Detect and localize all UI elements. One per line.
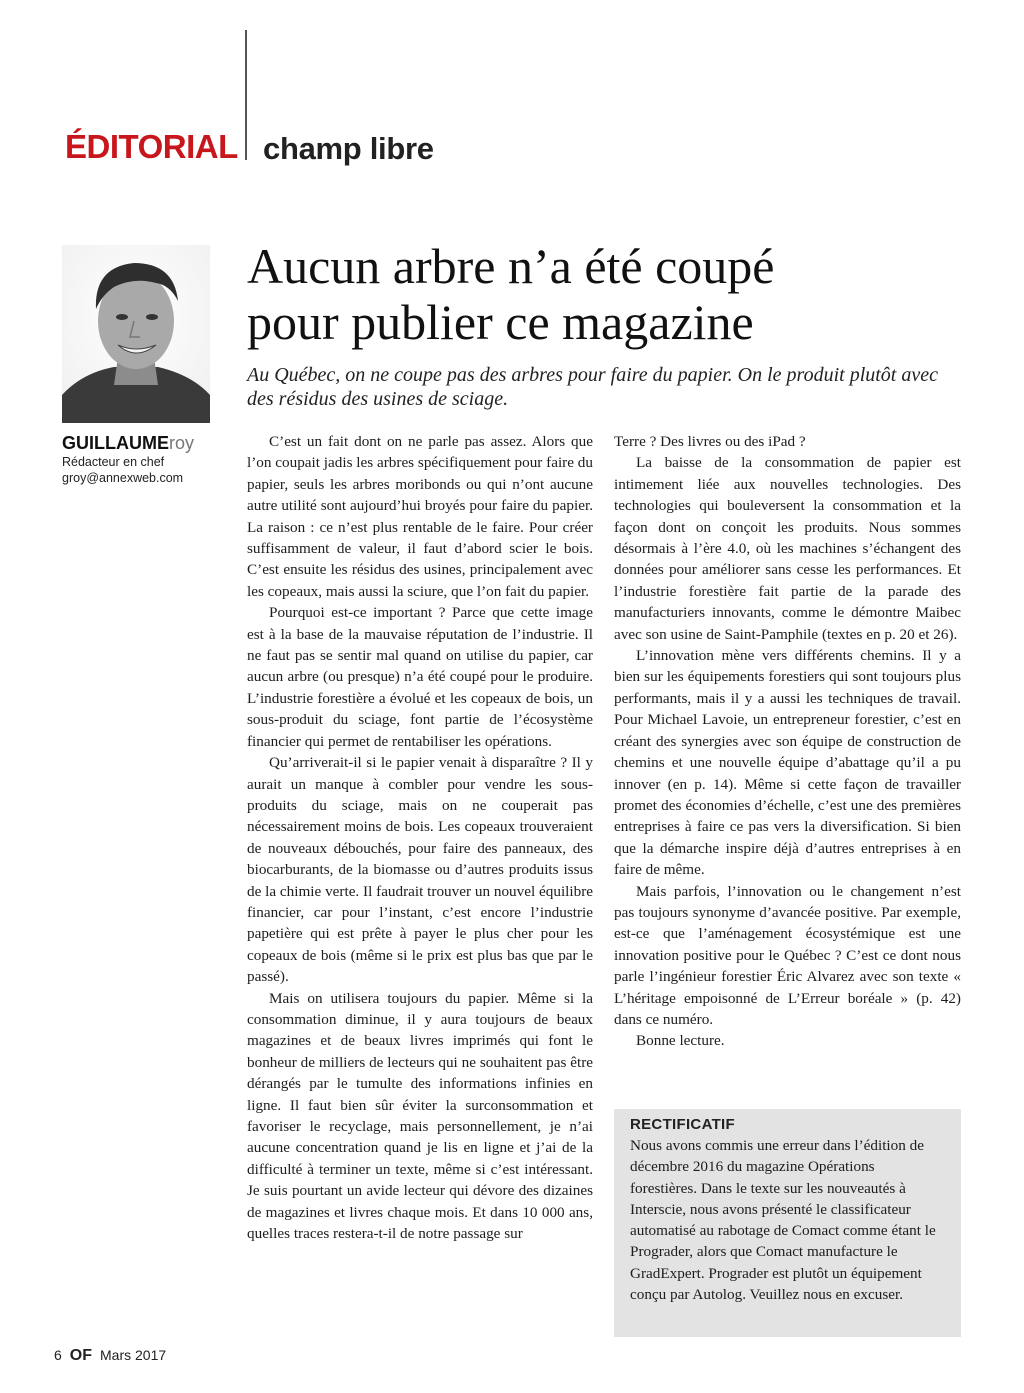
article-title: Aucun arbre n’a été coupé pour publier ce magazine: [247, 238, 775, 350]
author-role: Rédacteur en chef: [62, 455, 165, 469]
paragraph: C’est un fait dont on ne parle pas assez. Alors que l’on coupait jadis les arbres spécifiquement pour faire du papier, seuls les arbres moribonds ou qui n’ont aucune autre utilité sont aujourd’hui broyés pour faire du papier. La raison : ce n’est plus rentable de le faire. Pour créer suffisamment de valeur, il faut d’abord scier le bois. C’est ensuite les résidus des usines, principalement avec les copeaux, mais aussi la sciure, que l’on fait du papier.: [247, 433, 593, 600]
paragraph: Pourquoi est-ce important ? Parce que cette image est à la base de la mauvaise réputation de l’industrie. Il ne faut pas se sentir mal quand on utilise du papier, car aucun arbre (ou presque) n’a été coupé pour le produire. L’industrie forestière a évolué et les copeaux de bois, un sous-produit du sciage, font partie de l’écosystème financier qui permet de rentabiliser les opérations.: [247, 604, 593, 750]
section-subtitle: champ libre: [263, 131, 434, 166]
article-column-1: [247, 431, 593, 1244]
issue-date: Mars 2017: [100, 1347, 167, 1363]
author-photo: [62, 245, 210, 423]
paragraph: Mais parfois, l’innovation ou le changement n’est pas toujours synonyme d’avancée positive. Par exemple, est-ce que l’aménagement écosystémique est une innovation positive pour le Québec ? C’est ce dont nous parle l’ingénieur forestier Éric Alvarez avec son texte « L’héritage empoisonné de L’Erreur boréale » (p. 42) dans ce numéro.: [614, 882, 961, 1028]
author-last-name: roy: [169, 433, 195, 453]
author-byline: [62, 432, 232, 486]
author-name: [62, 432, 232, 454]
rectificatif-title: RECTIFICATIF: [630, 1116, 735, 1133]
section-header: [65, 128, 238, 168]
article-column-2: [614, 431, 961, 1052]
section-name: ÉDITORIAL: [65, 128, 238, 165]
paragraph-continued: Terre ? Des livres ou des iPad ?: [614, 433, 806, 450]
paragraph: L’innovation mène vers différents chemins. Il y a bien sur les équipements forestiers qui sont toujours plus performants, mais il y a aussi les techniques de travail. Pour Michael Lavoie, un entrepreneur forestier, c’est en créant des synergies avec son équipe de construction de chemins et une nouvelle équipe d’abattage qu’il a pu innover (en p. 14). Même si cette façon de travailler promet des économies d’échelle, c’est une des premières entreprises à faire ce pas vers la diversification. Si bien que la démarche inspire déjà d’autres entreprises à en faire de même.: [614, 647, 961, 879]
rectificatif-box: [614, 1109, 961, 1337]
paragraph: Mais on utilisera toujours du papier. Même si la consommation diminue, il y aura toujours de beaux magazines et de beaux livres imprimés qui font le bonheur de milliers de lecteurs qui ne souhaitent pas être dérangés par le tumulte des informations infinies en ligne. Il faut bien sûr éviter la surconsommation et favoriser le recyclage, mais personnellement, je n’ai aucune concentration quand je lis en ligne et j’ai de la difficulté à terminer un texte, même si c’est intéressant. Je suis pourtant un avide lecteur qui dévore des dizaines de magazines et livres chaque mois. Et dans 10 000 ans, quelles traces restera-t-il de notre passage sur: [247, 989, 593, 1243]
page-footer: [54, 1347, 166, 1365]
paragraph: Bonne lecture.: [636, 1032, 725, 1050]
author-email: groy@annexweb.com: [62, 471, 184, 485]
paragraph: Qu’arriverait-il si le papier venait à disparaître ? Il y aurait un manque à combler pour vendre les sous-produits du sciage, mais on ne couperait pas nécessairement moins de bois. Les copeaux trouveraient de nouveaux débouchés, pour faire des panneaux, des biocarburants, de la biomasse ou d’autres produits issus de la chimie verte. Il faudrait trouver un nouvel équilibre financier, car pour l’instant, c’est encore l’industrie papetière qui est prête à payer le plus cher pour les copeaux de bois (même si le prix est plus bas que par le passé).: [247, 754, 593, 986]
paragraph: La baisse de la consommation de papier est intimement liée aux nouvelles technologies. Des technologies qui bouleversent la consommation et la façon dont on conçoit les produits. Nous sommes désormais à l’ère 4.0, où les machines s’échangent des données pour améliorer sans cesse les performances. Et l’industrie forestière fait partie de la parade des manufacturiers innovants, comme le démontre Maibec avec son usine de Saint-Pamphile (textes en p. 20 et 26).: [614, 454, 961, 643]
header-divider: [245, 30, 247, 160]
magazine-name: OF: [69, 1347, 93, 1364]
page-number: 6: [54, 1347, 62, 1363]
author-first-name: GUILLAUME: [62, 433, 169, 453]
article-subtitle: Au Québec, on ne coupe pas des arbres pour faire du papier. On le produit plutôt avec des résidus des usines de sciage.: [247, 364, 938, 410]
rectificatif-text: Nous avons commis une erreur dans l’édition de décembre 2016 du magazine Opérations forestières. Dans le texte sur les nouveautés à Interscie, nous avons présenté le classificateur automatisé au rabotage de Comact comme étant le Prograder, alors que Comact manufacture le GradExpert. Prograder est plutôt un équipement conçu par Autolog. Veuillez nous en excuser.: [630, 1137, 936, 1304]
